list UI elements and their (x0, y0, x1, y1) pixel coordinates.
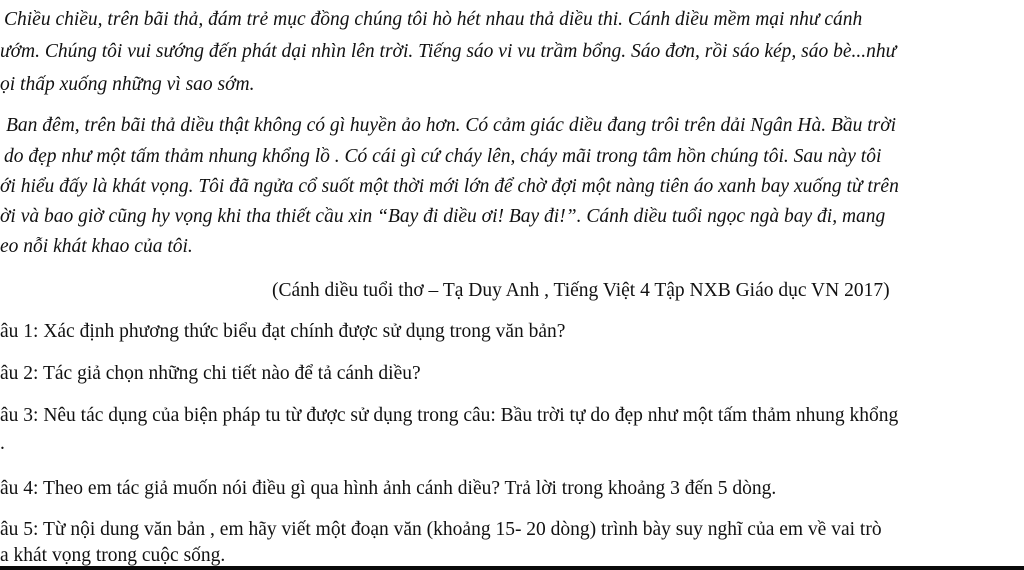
paragraph-2-line-5: eo nỗi khát khao của tôi. (0, 236, 193, 257)
paragraph-2-line-1: Ban đêm, trên bãi thả diều thật không có gì huyền ảo hơn. Có cảm giác diều đang trôi trên dải Ngân Hà. Bầu trời (6, 115, 897, 136)
paragraph-2-line-2: do đẹp như một tấm thảm nhung khổng lồ . Có cái gì cứ cháy lên, cháy mãi trong tâm hồn chúng tôi. Sau này tôi (4, 146, 882, 167)
page-bottom-border (0, 566, 1024, 570)
paragraph-1-line-3: ọi thấp xuống những vì sao sớm. (0, 74, 255, 95)
question-4: âu 4: Theo em tác giả muốn nói điều gì qua hình ảnh cánh diều? Trả lời trong khoảng 3 đến 5 dòng. (0, 478, 777, 499)
question-2: âu 2: Tác giả chọn những chi tiết nào để tả cánh diều? (0, 363, 421, 384)
question-3-line-2: . (0, 433, 5, 454)
question-5-line-1: âu 5: Từ nội dung văn bản , em hãy viết một đoạn văn (khoảng 15- 20 dòng) trình bày suy nghĩ của em về vai trò (0, 519, 882, 540)
paragraph-2-line-3: ới hiểu đấy là khát vọng. Tôi đã ngửa cổ suốt một thời mới lớn để chờ đợi một nàng tiên áo xanh bay xuống từ trên (0, 176, 899, 197)
question-3-line-1: âu 3: Nêu tác dụng của biện pháp tu từ được sử dụng trong câu: Bầu trời tự do đẹp như một tấm thảm nhung khổng (0, 405, 899, 426)
paragraph-2-line-4: ời và bao giờ cũng hy vọng khi tha thiết cầu xin “Bay đi diều ơi! Bay đi!”. Cánh diều tuổi ngọc ngà bay đi, mang (0, 206, 886, 227)
paragraph-1-line-1: Chiều chiều, trên bãi thả, đám trẻ mục đồng chúng tôi hò hét nhau thả diều thi. Cánh diều mềm mại như cánh (4, 9, 863, 30)
source-citation: (Cánh diều tuổi thơ – Tạ Duy Anh , Tiếng Việt 4 Tập NXB Giáo dục VN 2017) (272, 280, 890, 301)
question-1: âu 1: Xác định phương thức biểu đạt chính được sử dụng trong văn bản? (0, 321, 566, 342)
paragraph-1-line-2: ướm. Chúng tôi vui sướng đến phát dại nhìn lên trời. Tiếng sáo vi vu trầm bổng. Sáo đơn, rồi sáo kép, sáo bè...như (0, 41, 897, 62)
question-5-line-2: a khát vọng trong cuộc sống. (0, 545, 226, 566)
